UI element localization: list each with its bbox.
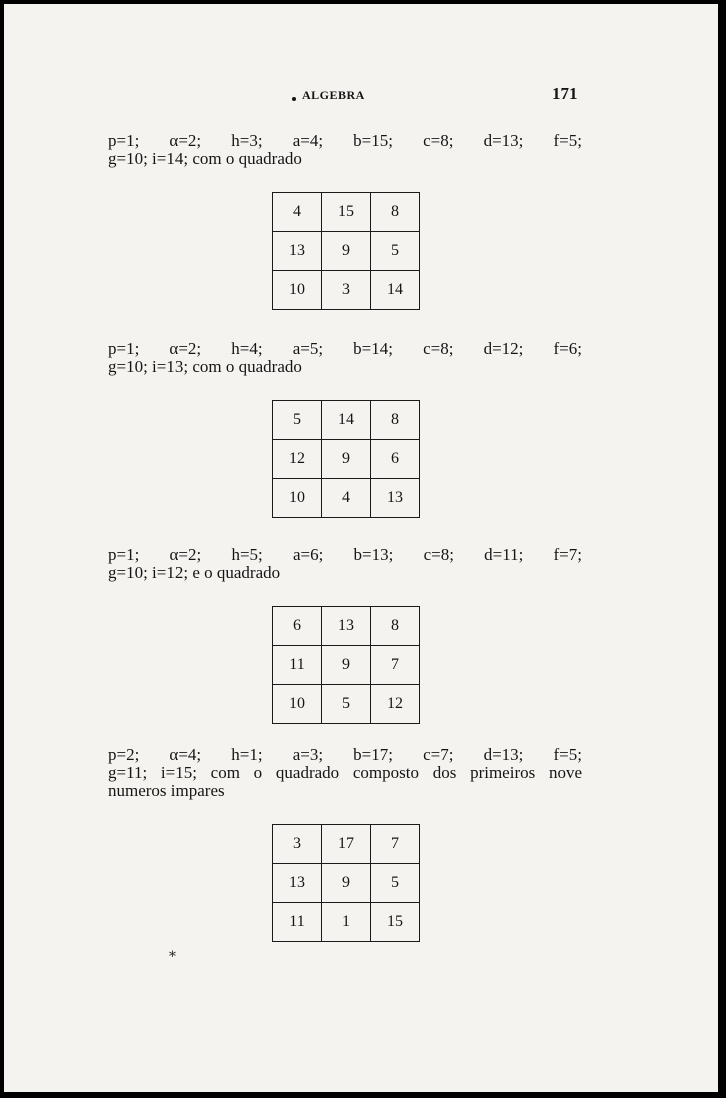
grid-cell: 6 [371, 440, 420, 479]
book-page [4, 4, 718, 1092]
equation-line: p=1; α=2; h=5; a=6; b=13; c=8; d=11; f=7; [108, 545, 582, 564]
grid-cell: 1 [322, 903, 371, 942]
equation-line: p=1; α=2; h=3; a=4; b=15; c=8; d=13; f=5; [108, 131, 582, 150]
magic-square-2 [272, 400, 420, 518]
grid-cell: 17 [322, 825, 371, 864]
equation-line: p=2; α=4; h=1; a=3; b=17; c=7; d=13; f=5; [108, 745, 582, 764]
magic-square-1 [272, 192, 420, 310]
grid-cell: 12 [273, 440, 322, 479]
grid-cell: 8 [371, 193, 420, 232]
grid-cell: 7 [371, 646, 420, 685]
page-number: 171 [552, 84, 578, 103]
grid-cell: 5 [371, 864, 420, 903]
grid-row [273, 401, 420, 440]
grid-cell: 11 [273, 646, 322, 685]
grid-row [273, 685, 420, 724]
grid-cell: 10 [273, 685, 322, 724]
running-head: ALGEBRA [302, 88, 365, 102]
grid-row [273, 232, 420, 271]
grid-cell: 11 [273, 903, 322, 942]
grid-row [273, 607, 420, 646]
grid-cell: 7 [371, 825, 420, 864]
grid-cell: 13 [371, 479, 420, 518]
grid-cell: 4 [322, 479, 371, 518]
grid-cell: 4 [273, 193, 322, 232]
grid-cell: 15 [371, 903, 420, 942]
grid-row [273, 903, 420, 942]
grid-row [273, 271, 420, 310]
equation-paragraph-2 [108, 340, 582, 376]
grid-cell: 5 [322, 685, 371, 724]
grid-cell: 3 [322, 271, 371, 310]
grid-cell: 13 [322, 607, 371, 646]
grid-row [273, 440, 420, 479]
equation-line: g=11; i=15; com o quadrado composto dos primeiros nove [108, 763, 582, 782]
grid-cell: 5 [371, 232, 420, 271]
magic-square-3 [272, 606, 420, 724]
grid-cell: 13 [273, 864, 322, 903]
printer-mark: * [169, 949, 176, 965]
equation-line: g=10; i=13; com o quadrado [108, 357, 302, 376]
grid-cell: 8 [371, 607, 420, 646]
grid-cell: 10 [273, 479, 322, 518]
grid-cell: 9 [322, 646, 371, 685]
equation-line: g=10; i=14; com o quadrado [108, 149, 302, 168]
grid-row [273, 646, 420, 685]
grid-row [273, 193, 420, 232]
grid-row [273, 479, 420, 518]
grid-cell: 6 [273, 607, 322, 646]
equation-line: g=10; i=12; e o quadrado [108, 563, 281, 582]
grid-cell: 3 [273, 825, 322, 864]
grid-cell: 9 [322, 440, 371, 479]
magic-square-4 [272, 824, 420, 942]
grid-cell: 13 [273, 232, 322, 271]
grid-cell: 14 [322, 401, 371, 440]
grid-cell: 14 [371, 271, 420, 310]
grid-cell: 5 [273, 401, 322, 440]
grid-cell: 9 [322, 864, 371, 903]
grid-cell: 9 [322, 232, 371, 271]
grid-cell: 10 [273, 271, 322, 310]
page-header [4, 84, 718, 106]
grid-row [273, 825, 420, 864]
grid-row [273, 864, 420, 903]
grid-cell: 12 [371, 685, 420, 724]
grid-cell: 15 [322, 193, 371, 232]
equation-paragraph-4 [108, 746, 582, 800]
equation-line: numeros impares [108, 781, 225, 800]
equation-paragraph-1 [108, 132, 582, 168]
equation-paragraph-3 [108, 546, 582, 582]
grid-cell: 8 [371, 401, 420, 440]
header-bullet [292, 97, 296, 101]
equation-line: p=1; α=2; h=4; a=5; b=14; c=8; d=12; f=6; [108, 339, 582, 358]
